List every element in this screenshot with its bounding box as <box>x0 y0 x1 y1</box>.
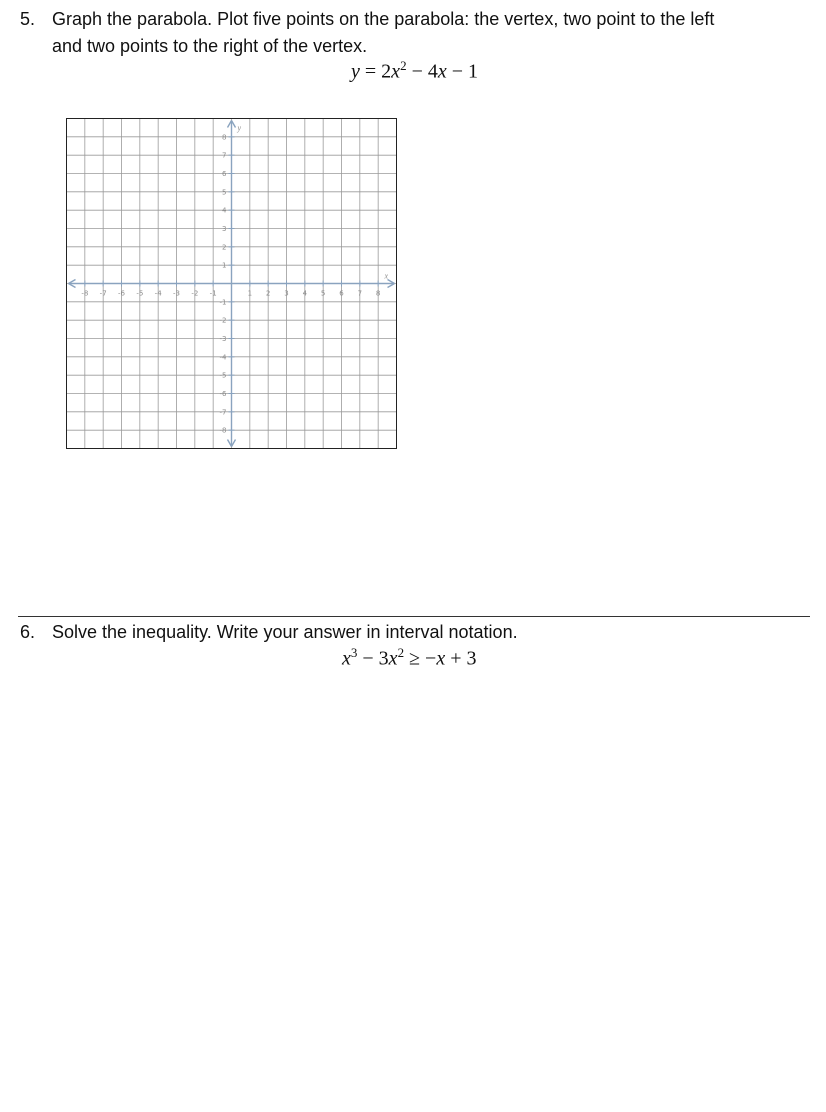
eq-equals: = <box>364 60 377 83</box>
y-tick-label: 8 <box>222 133 227 142</box>
coordinate-grid[interactable] <box>66 118 398 450</box>
y-axis-label: y <box>237 123 242 133</box>
y-tick-label: -3 <box>219 335 227 343</box>
x-tick-label: 2 <box>265 289 271 298</box>
problem-6-instruction: Solve the inequality. Write your answer in interval notation. <box>52 622 518 642</box>
eq-minus-2: − <box>451 60 464 83</box>
axes <box>69 121 395 447</box>
ineq-x-var: x <box>342 647 351 670</box>
x-tick-label: -7 <box>99 289 107 298</box>
y-tick-label: -7 <box>219 408 227 417</box>
eq-y-var: y <box>351 60 360 83</box>
ineq-plus: + <box>450 647 462 670</box>
ineq-geq: ≥ <box>409 647 421 670</box>
eq-x-var-2: x <box>437 60 447 83</box>
y-tick-label: -1 <box>219 298 227 307</box>
y-tick-label: 7 <box>222 151 227 160</box>
x-tick-label: 3 <box>284 289 289 298</box>
x-tick-label: 5 <box>320 289 326 298</box>
problem-5-instruction-line2: and two points to the right of the vertex. <box>52 36 368 56</box>
problem-5-instruction-line1: Graph the parabola. Plot five points on the parabola: the vertex, two point to the left <box>52 9 715 29</box>
x-tick-label: 6 <box>339 289 344 298</box>
x-tick-label: -2 <box>191 289 199 298</box>
y-tick-label: 5 <box>222 188 227 197</box>
ineq-constant: 3 <box>466 647 477 670</box>
y-tick-label: 6 <box>222 170 227 178</box>
x-axis-label: x <box>384 271 389 281</box>
x-tick-label: 4 <box>302 289 308 298</box>
ineq-exponent-3: 3 <box>350 645 358 660</box>
problem-5-equation <box>351 58 478 84</box>
x-tick-label: 8 <box>375 289 381 298</box>
y-tick-label: 1 <box>222 261 227 270</box>
x-tick-label: -6 <box>118 289 125 298</box>
section-divider <box>18 616 810 617</box>
y-tick-label: -5 <box>219 371 227 380</box>
problem-5-number: 5. <box>20 9 36 29</box>
ineq-x-var-2: x <box>388 647 398 670</box>
y-tick-label: 4 <box>222 206 227 215</box>
eq-constant: 1 <box>468 60 479 83</box>
ineq-negative: − <box>425 647 437 670</box>
problem-5 <box>0 6 826 66</box>
x-tick-label: -1 <box>209 289 217 298</box>
y-tick-label: -2 <box>219 316 227 325</box>
ineq-coef: 3 <box>378 647 389 670</box>
ineq-minus: − <box>362 647 374 670</box>
y-tick-label: 2 <box>222 243 227 252</box>
y-tick-label: -8 <box>219 426 227 435</box>
x-tick-label: -8 <box>81 289 89 298</box>
x-tick-label: 1 <box>247 289 253 298</box>
eq-exponent: 2 <box>400 58 407 73</box>
x-tick-label: 7 <box>357 289 363 298</box>
x-tick-label: -3 <box>173 289 180 298</box>
y-tick-label: -6 <box>219 390 227 398</box>
eq-x-var: x <box>391 60 401 83</box>
problem-6-inequality <box>342 645 477 671</box>
y-tick-label: 3 <box>222 225 227 233</box>
x-tick-label: -5 <box>136 289 144 298</box>
problem-6-number: 6. <box>20 622 36 642</box>
eq-coef: 2 <box>381 60 392 83</box>
x-tick-label: -4 <box>154 289 162 298</box>
ineq-x-var-3: x <box>436 647 446 670</box>
ineq-exponent-2: 2 <box>397 645 405 660</box>
eq-minus: − <box>411 60 423 83</box>
eq-coef-2: 4 <box>427 60 438 83</box>
y-tick-label: -4 <box>219 353 227 362</box>
